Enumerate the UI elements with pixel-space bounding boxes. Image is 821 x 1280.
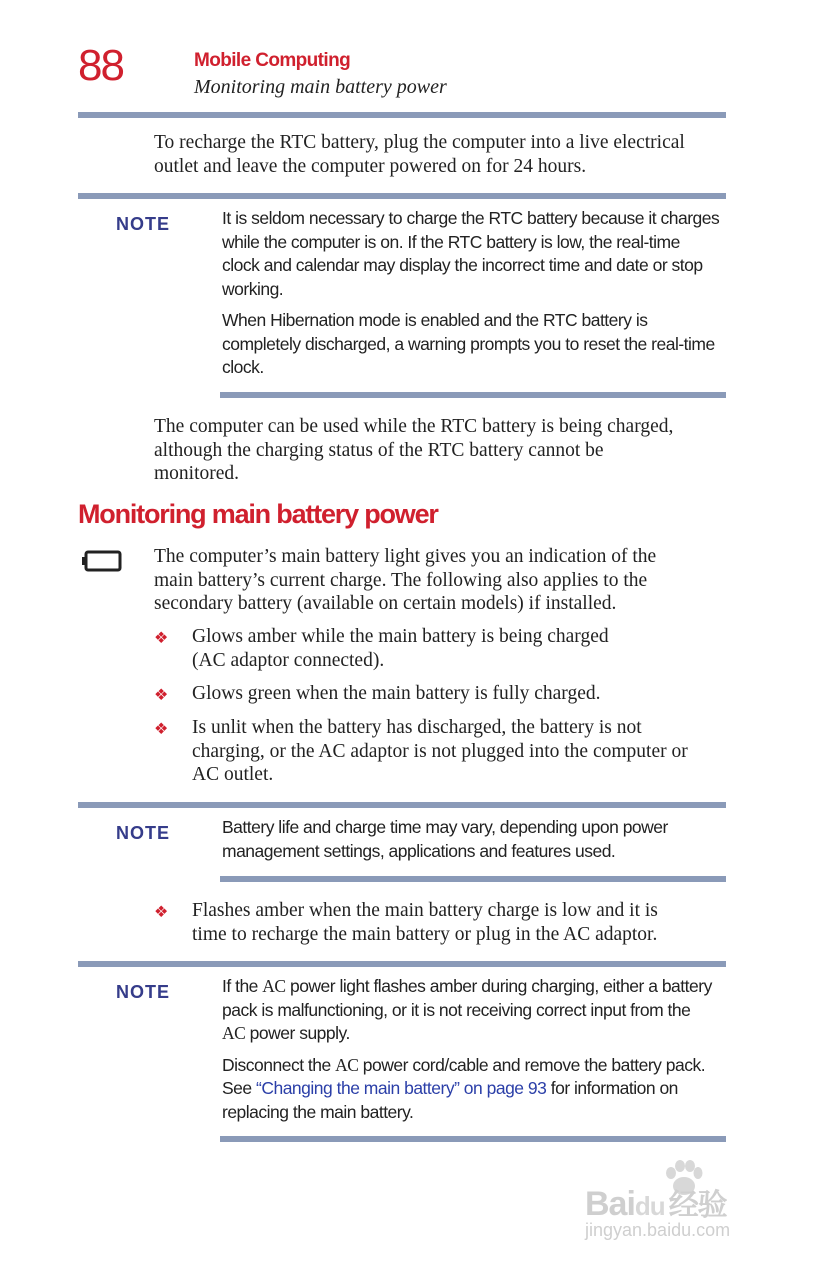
battery-light-paragraph: The computer’s main battery light gives you an indication of the main battery’s current charge. The following also applies to the secondary battery (available on certain models) if installed. xyxy=(154,546,657,614)
note-text: It is seldom necessary to charge the RTC battery because it charges while the computer is on. If the RTC battery is low, the real-time clock and calendar may display the incorrect time and date or stop working. When Hibernation mode is enabled and the RTC battery is completely discharged, a warning prompts you to reset the real-time clock. xyxy=(222,208,720,377)
bullet-icon: ❖ xyxy=(154,904,169,921)
watermark xyxy=(585,1160,775,1250)
note-text: Battery life and charge time may vary, depending upon power management settings, applications and features used. xyxy=(222,817,668,861)
page-93-link[interactable]: “Changing the main battery” on page 93 xyxy=(256,1078,547,1098)
bullet-icon: ❖ xyxy=(154,687,169,704)
watermark-brand: Bai xyxy=(585,1185,635,1223)
rtc-paragraph: The computer can be used while the RTC battery is being charged, although the charging status of the RTC battery cannot be monitored. xyxy=(154,416,674,484)
note-divider-bottom xyxy=(220,1136,726,1142)
watermark-brand-2: du xyxy=(634,1191,665,1221)
header-divider xyxy=(78,112,726,118)
note-divider-top xyxy=(78,193,726,199)
watermark-url: jingyan.baidu.com xyxy=(585,1220,731,1240)
note-text: If the AC power light flashes amber during charging, either a battery pack is malfunctioning, or it is not receiving correct input from the AC power supply. Disconnect the AC power cord/cable and remove the battery pack. See “Changing the main battery” on page 93 for information on replacing the main battery. xyxy=(222,976,712,1122)
watermark-cn: 经验 xyxy=(668,1189,727,1222)
note-divider-bottom xyxy=(220,392,726,398)
note-divider-top xyxy=(78,802,726,808)
list-item: Is unlit when the battery has discharged, the battery is not charging, or the AC adaptor is not plugged into the computer or AC outlet. xyxy=(192,717,688,785)
note-label: NOTE xyxy=(116,982,171,1002)
note-label: NOTE xyxy=(116,214,171,234)
section-heading: Monitoring main battery power xyxy=(78,499,438,529)
bullet-icon: ❖ xyxy=(154,630,169,647)
battery-icon xyxy=(82,549,124,578)
note-divider-top xyxy=(78,961,726,967)
section-title: Monitoring main battery power xyxy=(194,76,447,98)
bullet-icon: ❖ xyxy=(154,721,169,738)
note-label: NOTE xyxy=(116,823,171,843)
intro-paragraph: To recharge the RTC battery, plug the computer into a live electrical outlet and leave the computer powered on for 24 hours. xyxy=(154,132,685,177)
list-item: Glows amber while the main battery is being charged (AC adaptor connected). xyxy=(192,626,609,671)
list-item: Glows green when the main battery is fully charged. xyxy=(192,683,601,704)
chapter-title: Mobile Computing xyxy=(194,50,351,71)
page-number: 88 xyxy=(78,41,123,90)
note-divider-bottom xyxy=(220,876,726,882)
list-item: Flashes amber when the main battery charge is low and it is time to recharge the main battery or plug in the AC adaptor. xyxy=(192,900,658,945)
